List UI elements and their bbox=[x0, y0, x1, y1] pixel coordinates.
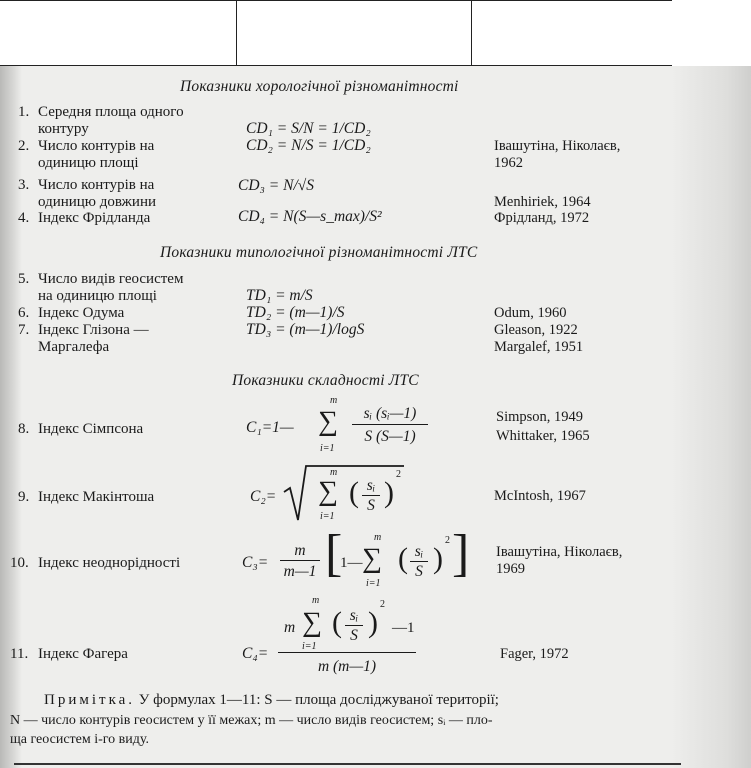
row-formula: TD₃ = (m—1)/logS bbox=[246, 321, 365, 338]
row-source: McIntosh, 1967 bbox=[494, 488, 586, 504]
fraction-numerator: sᵢ bbox=[366, 477, 376, 494]
left-paren: ( bbox=[398, 542, 408, 575]
row-name: одиницю довжини bbox=[38, 194, 156, 210]
sum-upper-limit: m bbox=[374, 532, 382, 543]
row-number: 5. bbox=[18, 271, 30, 287]
note-label: Примітка. bbox=[44, 692, 136, 708]
fraction-numerator: sᵢ (sᵢ—1) bbox=[363, 405, 417, 422]
table-top-rule bbox=[0, 0, 672, 1]
row-name: на одиницю площі bbox=[38, 288, 157, 304]
row-source: Menhiriek, 1964 bbox=[494, 194, 591, 210]
row-number: 1. bbox=[18, 104, 30, 120]
row-name: Число контурів на bbox=[38, 177, 155, 193]
row-source: Фрідланд, 1972 bbox=[494, 210, 590, 226]
row-source: Simpson, 1949 bbox=[496, 409, 584, 425]
page-right-shadow bbox=[671, 66, 751, 768]
row-name: контуру bbox=[38, 121, 89, 137]
sum-sign: ∑ bbox=[318, 476, 338, 507]
sum-sign: ∑ bbox=[318, 406, 338, 437]
page-left-shadow bbox=[0, 66, 22, 768]
row-number: 7. bbox=[18, 322, 30, 338]
fraction-bar bbox=[278, 652, 416, 653]
row-name: Індекс Фагера bbox=[38, 646, 128, 662]
note-line: N — число контурів геосистем у її межах; m — число видів геосистем; sᵢ — пло- bbox=[10, 713, 493, 728]
fraction-denominator: S bbox=[350, 627, 358, 644]
row-name: Число видів геосистем bbox=[38, 271, 184, 287]
sum-lower-limit: i=1 bbox=[320, 443, 335, 454]
row-number: 8. bbox=[18, 421, 30, 437]
exponent: 2 bbox=[380, 599, 385, 610]
fraction-denominator: m—1 bbox=[283, 563, 317, 580]
row-source: Fager, 1972 bbox=[500, 646, 569, 662]
fraction-denominator: m (m—1) bbox=[317, 658, 377, 675]
table-column-divider bbox=[236, 0, 237, 66]
left-paren: ( bbox=[332, 606, 342, 639]
row-formula: CD₁ = S/N = 1/CD₂ bbox=[246, 120, 371, 137]
row-name: Маргалефа bbox=[38, 339, 110, 355]
row-name: Число контурів на bbox=[38, 138, 155, 154]
row-source: Odum, 1960 bbox=[494, 305, 567, 321]
sum-sign: ∑ bbox=[362, 543, 382, 574]
right-paren: ) bbox=[368, 606, 378, 639]
right-bracket: ] bbox=[452, 525, 470, 582]
table-column-divider bbox=[471, 0, 472, 66]
sum-lower-limit: i=1 bbox=[320, 511, 335, 522]
fraction-bar bbox=[352, 424, 428, 425]
row-formula: TD₁ = m/S bbox=[246, 287, 313, 304]
formula-c4-minus-one: —1 bbox=[392, 620, 415, 636]
sum-upper-limit: m bbox=[312, 595, 320, 606]
fraction-bar bbox=[362, 495, 380, 496]
page-bottom-rule bbox=[14, 763, 681, 765]
row-name: Індекс Сімпсона bbox=[38, 421, 144, 437]
note-line: ща геосистем i-го виду. bbox=[10, 732, 149, 747]
row-formula: CD₃ = N/√S bbox=[238, 177, 315, 194]
table-header-blank bbox=[0, 0, 672, 66]
fraction-bar bbox=[280, 560, 320, 561]
row-source: Івашутіна, Ніколаєв, bbox=[496, 544, 623, 560]
right-paren: ) bbox=[384, 476, 394, 509]
row-name: Індекс Макінтоша bbox=[38, 489, 155, 505]
formula-c4-lhs: C₄= bbox=[242, 645, 269, 662]
row-source: 1969 bbox=[496, 561, 525, 577]
row-source: Івашутіна, Ніколаєв, bbox=[494, 138, 621, 154]
fraction-numerator: m bbox=[294, 542, 306, 559]
fraction-denominator: S bbox=[415, 563, 423, 580]
formula-c3-one: 1— bbox=[340, 555, 363, 571]
row-source: Whittaker, 1965 bbox=[496, 428, 590, 444]
formula-c1-lhs: C₁=1— bbox=[246, 419, 294, 436]
formula-c2-lhs: C₂= bbox=[250, 488, 277, 505]
row-source: 1962 bbox=[494, 155, 523, 171]
row-name: одиницю площі bbox=[38, 155, 139, 171]
sum-lower-limit: i=1 bbox=[302, 641, 317, 652]
row-name: Індекс Одума bbox=[38, 305, 125, 321]
row-name: Індекс Глізона — bbox=[38, 322, 149, 338]
row-number: 4. bbox=[18, 210, 30, 226]
row-name: Середня площа одного bbox=[38, 104, 184, 120]
fraction-denominator: S (S—1) bbox=[364, 428, 416, 445]
fraction-bar bbox=[410, 561, 428, 562]
note-line bbox=[44, 691, 499, 710]
section-heading-chorological: Показники хорологічної різноманітності bbox=[180, 78, 459, 95]
left-paren: ( bbox=[349, 476, 359, 509]
row-number: 10. bbox=[10, 555, 29, 571]
sum-upper-limit: m bbox=[330, 395, 338, 406]
fraction-denominator: S bbox=[367, 497, 375, 514]
row-source: Margalef, 1951 bbox=[494, 339, 584, 355]
sum-upper-limit: m bbox=[330, 467, 338, 478]
exponent: 2 bbox=[445, 535, 450, 546]
row-name: Індекс неоднорідності bbox=[38, 555, 181, 571]
sum-lower-limit: i=1 bbox=[366, 578, 381, 589]
row-formula: CD₂ = N/S = 1/CD₂ bbox=[246, 137, 371, 154]
row-number: 9. bbox=[18, 489, 30, 505]
fraction-numerator: sᵢ bbox=[349, 607, 359, 624]
row-number: 6. bbox=[18, 305, 30, 321]
note-text: У формулах 1—11: S — площа досліджуваної території; bbox=[138, 692, 499, 708]
row-source: Gleason, 1922 bbox=[494, 322, 578, 338]
row-formula: CD₄ = N(S—s_max)/S² bbox=[238, 208, 382, 225]
formula-c4-m: m bbox=[284, 619, 296, 636]
row-number: 11. bbox=[10, 646, 29, 662]
row-formula: TD₂ = (m—1)/S bbox=[246, 304, 345, 321]
row-number: 2. bbox=[18, 138, 30, 154]
exponent: 2 bbox=[396, 469, 401, 480]
row-number: 3. bbox=[18, 177, 30, 193]
fraction-numerator: sᵢ bbox=[414, 543, 424, 560]
sum-sign: ∑ bbox=[302, 607, 322, 638]
right-paren: ) bbox=[433, 542, 443, 575]
section-heading-complexity: Показники складності ЛТС bbox=[232, 372, 419, 389]
row-name: Індекс Фрідланда bbox=[38, 210, 151, 226]
left-bracket: [ bbox=[325, 525, 343, 582]
formula-c3-lhs: C₃= bbox=[242, 554, 269, 571]
section-heading-typological: Показники типологічної різноманітності ЛТС bbox=[160, 244, 478, 261]
scanned-page bbox=[0, 66, 751, 768]
fraction-bar bbox=[345, 625, 363, 626]
